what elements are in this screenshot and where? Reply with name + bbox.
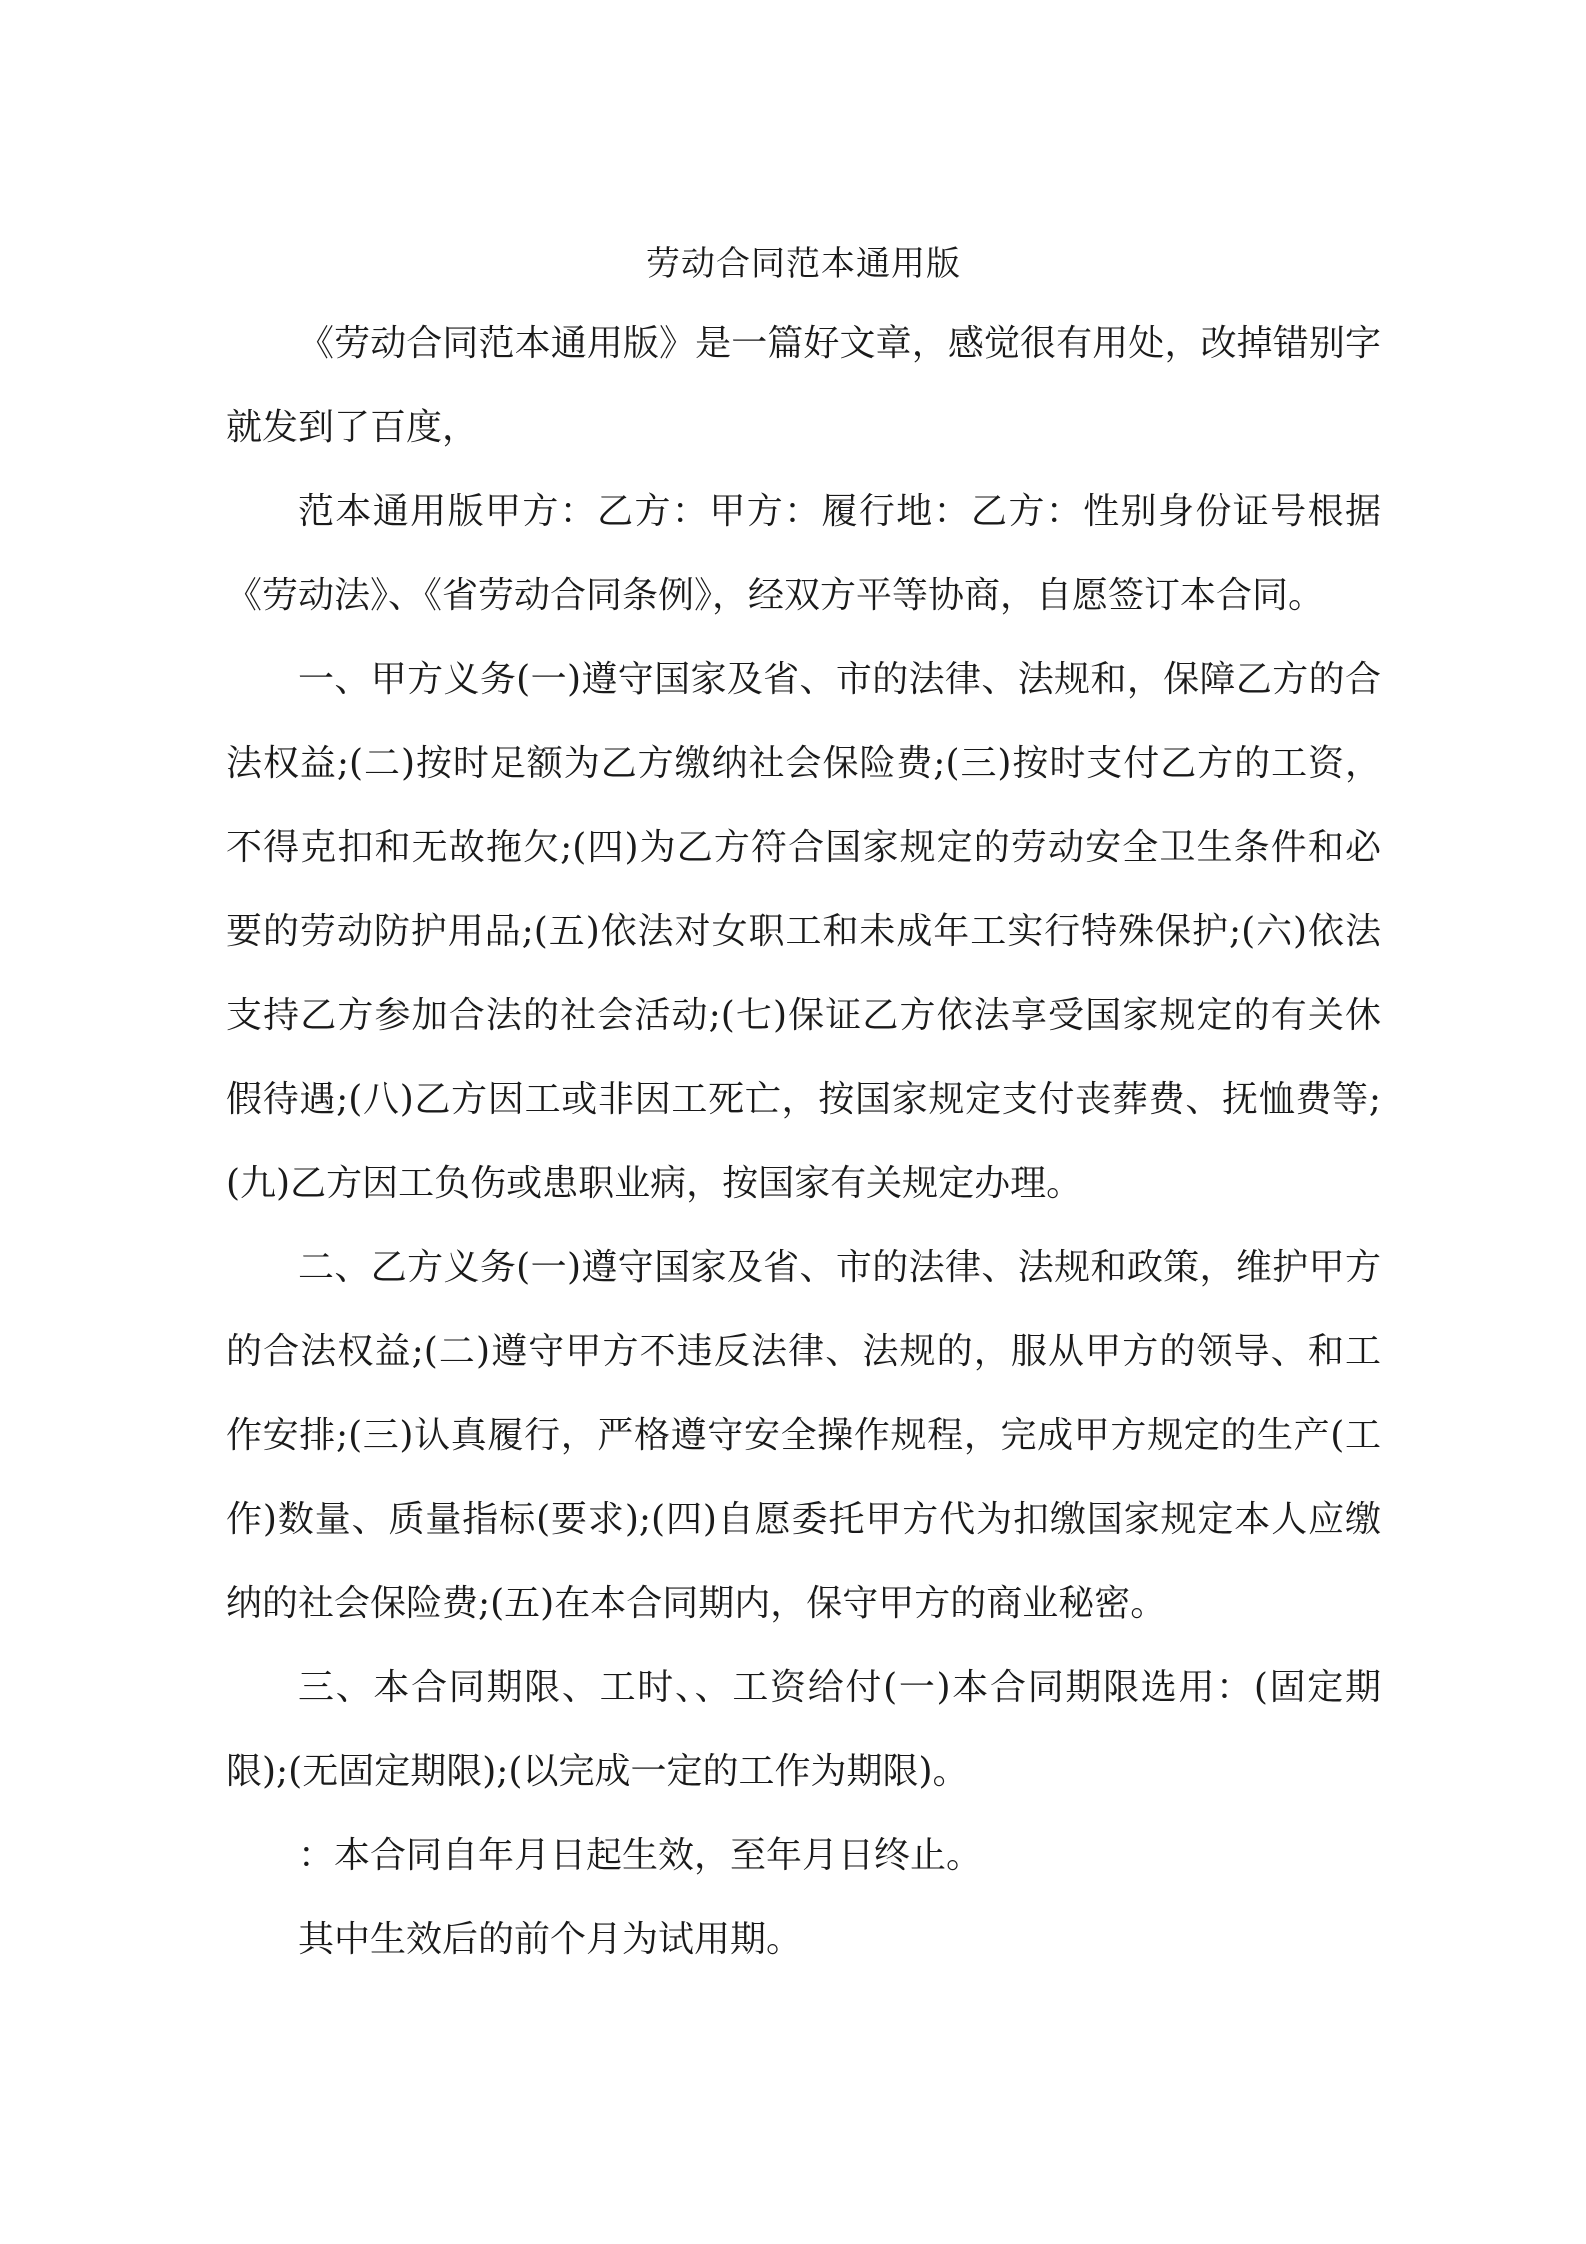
parties-paragraph: 范本通用版甲方：乙方：甲方：履行地：乙方：性别身份证号根据《劳动法》、《省劳动合同条例》，经双方平等协商，自愿签订本合同。 (226, 491, 1381, 616)
contract-term-paragraph: 三、本合同期限、工时、、工资给付(一)本合同期限选用：(固定期限);(无固定期限);(以完成一定的工作为期限)。 (226, 1667, 1381, 1792)
effective-date-paragraph: ：本合同自年月日起生效，至年月日终止。 (298, 1835, 983, 1876)
intro-paragraph: 《劳动合同范本通用版》是一篇好文章，感觉很有用处，改掉错别字就发到了百度， (226, 323, 1381, 448)
document-body (226, 240, 1381, 1982)
document-title: 劳动合同范本通用版 (646, 244, 961, 284)
party-b-obligations-paragraph: 二、乙方义务(一)遵守国家及省、市的法律、法规和政策，维护甲方的合法权益;(二)遵守甲方不违反法律、法规的，服从甲方的领导、和工作安排;(三)认真履行，严格遵守安全操作规程，完成甲方规定的生产(工作)数量、质量指标(要求);(四)自愿委托甲方代为扣缴国家规定本人应缴纳的社会保险费;(五)在本合同期内，保守甲方的商业秘密。 (226, 1247, 1381, 1624)
party-a-obligations-paragraph: 一、甲方义务(一)遵守国家及省、市的法律、法规和，保障乙方的合法权益;(二)按时足额为乙方缴纳社会保险费;(三)按时支付乙方的工资，不得克扣和无故拖欠;(四)为乙方符合国家规定的劳动安全卫生条件和必要的劳动防护用品;(五)依法对女职工和未成年工实行特殊保护;(六)依法支持乙方参加合法的社会活动;(七)保证乙方依法享受国家规定的有关休假待遇;(八)乙方因工或非因工死亡，按国家规定支付丧葬费、抚恤费等;(九)乙方因工负伤或患职业病，按国家有关规定办理。 (226, 659, 1381, 1204)
probation-paragraph: 其中生效后的前个月为试用期。 (298, 1919, 803, 1960)
